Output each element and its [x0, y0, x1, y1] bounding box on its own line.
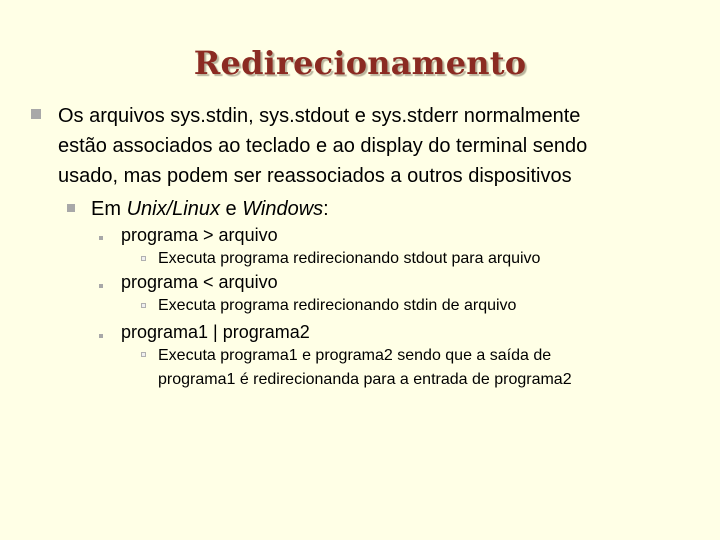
bullet-outline-icon [141, 352, 146, 357]
bullet-small-icon [99, 334, 103, 338]
bullet-small-icon [99, 284, 103, 288]
command-detail: programa1 é redirecionanda para a entrada de programa2 [158, 371, 572, 388]
point-platforms [91, 194, 329, 224]
command-text: programa1 | programa2 [121, 322, 310, 342]
platforms-prefix: Em [91, 198, 127, 220]
platforms-conj: e [219, 198, 243, 220]
command-detail: Executa programa redirecionando stdin de arquivo [158, 297, 517, 314]
point-main-line: estão associados ao teclado e ao display do terminal sendo [58, 135, 588, 157]
command-detail: Executa programa redirecionando stdout para arquivo [158, 250, 541, 267]
bullet-outline-icon [141, 256, 146, 261]
command-detail: Executa programa1 e programa2 sendo que a saída de [158, 347, 552, 364]
point-main-line: Os arquivos sys.stdin, sys.stdout e sys.stderr normalmente [58, 105, 581, 127]
point-main-line: usado, mas podem ser reassociados a outros dispositivos [58, 165, 572, 187]
bullet-square-icon [67, 204, 75, 212]
bullet-outline-icon [141, 303, 146, 308]
bullet-square-icon [31, 109, 41, 119]
bullet-small-icon [99, 236, 103, 240]
platforms-colon: : [323, 198, 329, 220]
command-text: programa < arquivo [121, 272, 278, 292]
slide-title: Redirecionamento [193, 44, 527, 82]
platform-windows: Windows [242, 198, 324, 220]
point-main-text [58, 101, 698, 191]
command-text: programa > arquivo [121, 225, 278, 245]
platform-unix: Unix/Linux [126, 198, 220, 220]
